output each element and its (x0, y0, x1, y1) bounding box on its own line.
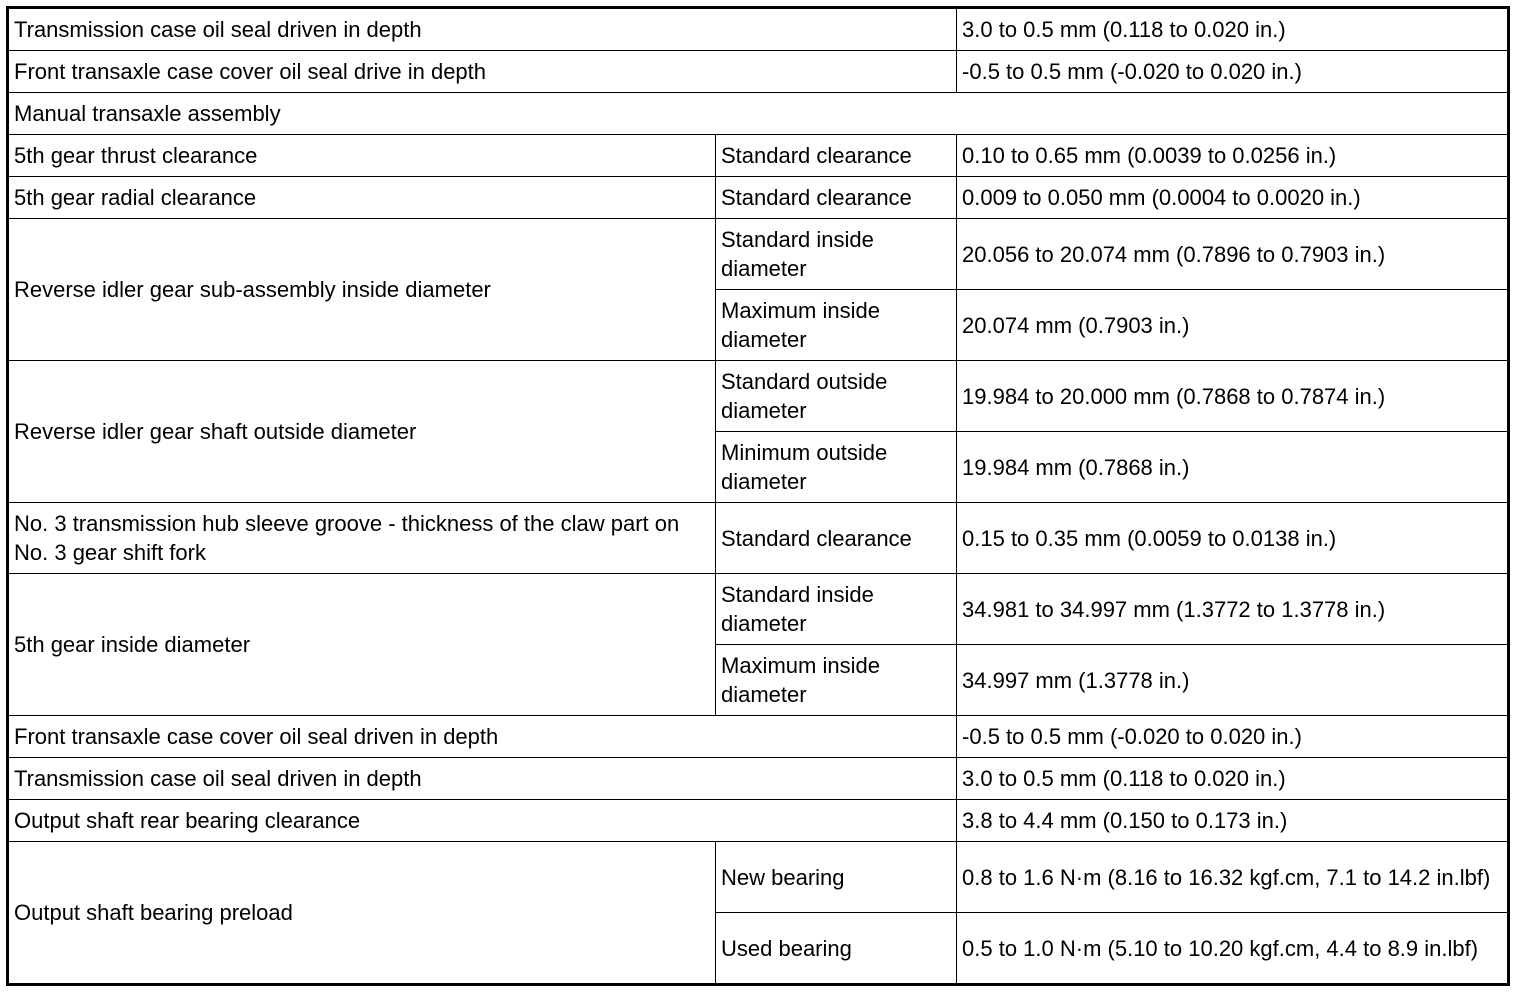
spec-label: 5th gear inside diameter (8, 574, 716, 716)
spec-value: 34.981 to 34.997 mm (1.3772 to 1.3778 in.) (957, 574, 1509, 645)
table-row (8, 51, 1509, 93)
spec-value: 34.997 mm (1.3778 in.) (957, 645, 1509, 716)
table-row (8, 716, 1509, 758)
spec-value: 20.074 mm (0.7903 in.) (957, 290, 1509, 361)
spec-condition: Standard inside diameter (716, 219, 957, 290)
spec-label: No. 3 transmission hub sleeve groove - thickness of the claw part on No. 3 gear shift fork (8, 503, 716, 574)
spec-label: 5th gear radial clearance (8, 177, 716, 219)
spec-label: Transmission case oil seal driven in depth (8, 758, 957, 800)
spec-value: 0.5 to 1.0 N·m (5.10 to 10.20 kgf.cm, 4.4 to 8.9 in.lbf) (957, 913, 1509, 985)
spec-condition: Standard clearance (716, 135, 957, 177)
spec-value: 0.10 to 0.65 mm (0.0039 to 0.0256 in.) (957, 135, 1509, 177)
table-row (8, 758, 1509, 800)
spec-value: 3.0 to 0.5 mm (0.118 to 0.020 in.) (957, 8, 1509, 51)
table-row (8, 219, 1509, 290)
spec-label: Transmission case oil seal driven in depth (8, 8, 957, 51)
spec-value: -0.5 to 0.5 mm (-0.020 to 0.020 in.) (957, 716, 1509, 758)
section-row (8, 93, 1509, 135)
table-row (8, 800, 1509, 842)
spec-condition: Standard inside diameter (716, 574, 957, 645)
spec-value: 20.056 to 20.074 mm (0.7896 to 0.7903 in.) (957, 219, 1509, 290)
spec-condition: Standard clearance (716, 177, 957, 219)
spec-label: Front transaxle case cover oil seal drive in depth (8, 51, 957, 93)
spec-condition: Standard clearance (716, 503, 957, 574)
table-row (8, 503, 1509, 574)
spec-value: 19.984 mm (0.7868 in.) (957, 432, 1509, 503)
spec-condition: Minimum outside diameter (716, 432, 957, 503)
spec-value: -0.5 to 0.5 mm (-0.020 to 0.020 in.) (957, 51, 1509, 93)
spec-value: 0.15 to 0.35 mm (0.0059 to 0.0138 in.) (957, 503, 1509, 574)
spec-table (6, 6, 1510, 986)
spec-value: 3.0 to 0.5 mm (0.118 to 0.020 in.) (957, 758, 1509, 800)
spec-label: Reverse idler gear shaft outside diameter (8, 361, 716, 503)
table-row (8, 135, 1509, 177)
table-row (8, 8, 1509, 51)
table-row (8, 574, 1509, 645)
spec-condition: New bearing (716, 842, 957, 913)
spec-label: Reverse idler gear sub-assembly inside diameter (8, 219, 716, 361)
spec-condition: Standard outside diameter (716, 361, 957, 432)
spec-label: 5th gear thrust clearance (8, 135, 716, 177)
table-row (8, 842, 1509, 913)
spec-label: Output shaft rear bearing clearance (8, 800, 957, 842)
spec-label: Front transaxle case cover oil seal driven in depth (8, 716, 957, 758)
spec-condition: Used bearing (716, 913, 957, 985)
spec-value: 3.8 to 4.4 mm (0.150 to 0.173 in.) (957, 800, 1509, 842)
table-row (8, 177, 1509, 219)
spec-value: 19.984 to 20.000 mm (0.7868 to 0.7874 in.) (957, 361, 1509, 432)
spec-label: Output shaft bearing preload (8, 842, 716, 985)
section-heading: Manual transaxle assembly (8, 93, 1509, 135)
spec-condition: Maximum inside diameter (716, 645, 957, 716)
spec-condition: Maximum inside diameter (716, 290, 957, 361)
spec-value: 0.8 to 1.6 N·m (8.16 to 16.32 kgf.cm, 7.1 to 14.2 in.lbf) (957, 842, 1509, 913)
spec-value: 0.009 to 0.050 mm (0.0004 to 0.0020 in.) (957, 177, 1509, 219)
table-row (8, 361, 1509, 432)
